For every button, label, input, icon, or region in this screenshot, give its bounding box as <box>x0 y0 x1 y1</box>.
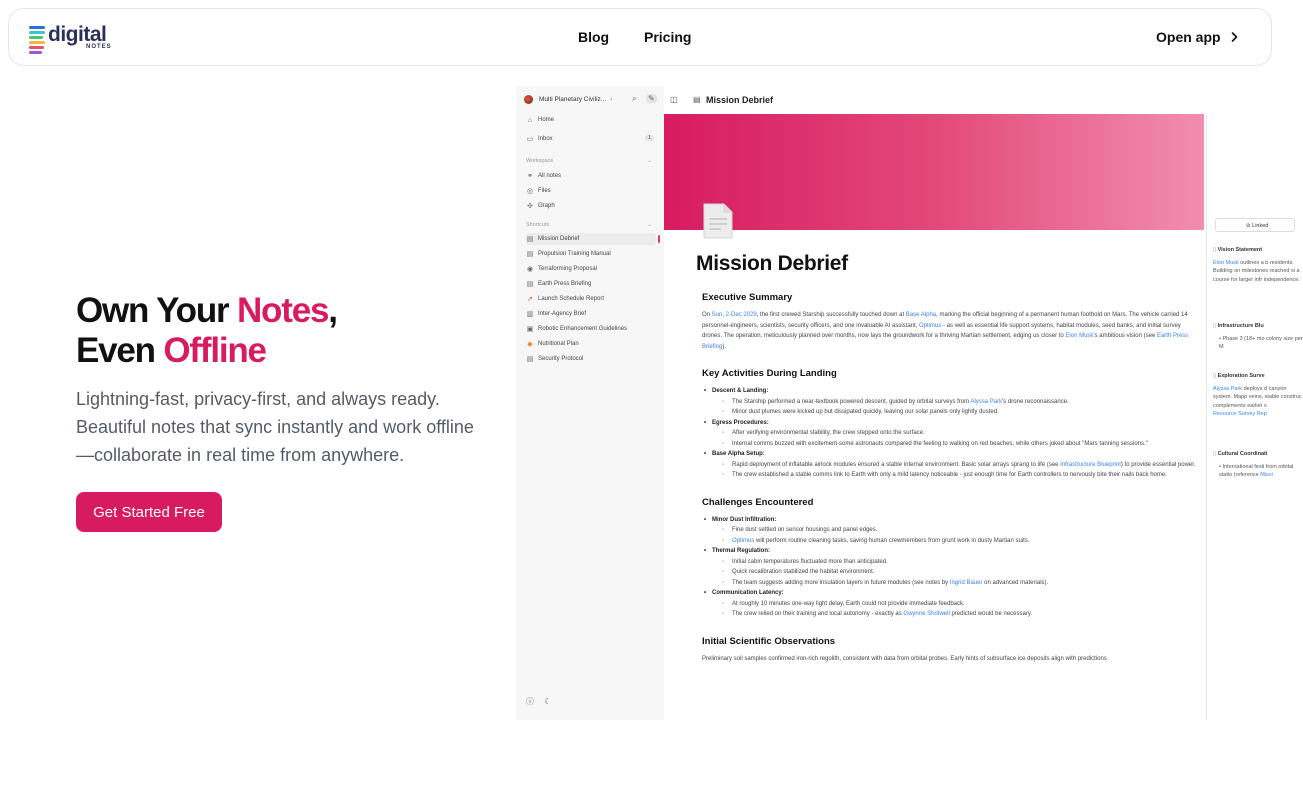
chevron-right-icon: › <box>610 96 613 103</box>
list-item: • Base Alpha Setup: <box>702 449 1196 460</box>
list-item: • Descent & Landing: <box>702 386 1196 397</box>
sidebar-item-robotic-enhancement-guidelines[interactable] <box>526 323 656 335</box>
list-item: ◦ Initial cabin temperatures fluctuated more than anticipated. <box>702 557 1196 568</box>
list-item <box>702 397 1196 408</box>
section-heading: Executive Summary <box>702 292 793 303</box>
robot-icon: ▣ <box>526 326 534 333</box>
building-icon: ▥ <box>526 311 534 318</box>
chevron-down-icon: ⌄ <box>647 222 652 228</box>
list-item: • Communication Latency: <box>702 588 1196 599</box>
home-icon: ⌂ <box>527 116 533 124</box>
get-started-button[interactable]: Get Started Free <box>76 492 222 532</box>
list-item: • Thermal Regulation: <box>702 546 1196 557</box>
note-link[interactable]: Earth Press Briefing <box>702 333 1189 350</box>
linked-note-excerpt: International festi from orbital statio (reference <box>1219 463 1294 478</box>
rocket-icon: ➚ <box>527 296 533 303</box>
inbox-icon: ▭ <box>526 136 534 143</box>
list-item <box>702 578 1196 589</box>
key-activities-section <box>702 368 1196 481</box>
inbox-count-badge: 1 <box>645 135 654 141</box>
hero-title-part: , <box>328 291 337 330</box>
workspace-section-header[interactable] <box>526 158 652 164</box>
globe-icon: ◉ <box>526 266 534 273</box>
linked-note-card[interactable]: ▯ Cultural Coordinati • International festi from orbital statio (reference Missi <box>1213 450 1303 480</box>
document-icon: ▤ <box>526 281 534 288</box>
text: , marking the official beginning of a permanent human foothold on Mars. The vehicle carried 14 personnel-engineers, scientists, security officers, and one invaluable AI assistant, <box>702 312 1188 329</box>
logo-subtext: NOTES <box>86 44 112 50</box>
text: 's ambitious vision (see <box>1093 333 1157 339</box>
sidebar-item-terraforming-proposal[interactable] <box>526 263 656 275</box>
sidebar-toggle-icon[interactable]: ◫ <box>670 95 678 104</box>
linked-note-title: ▯ Exploration Surve <box>1213 372 1303 381</box>
sidebar-item-label: Files <box>538 188 551 194</box>
logo-text: digital <box>48 23 107 46</box>
linked-note-title: ▯ Cultural Coordinati <box>1213 450 1303 459</box>
section-heading: Challenges Encountered <box>702 496 814 508</box>
sidebar-item-label: Earth Press Briefing <box>538 281 592 287</box>
section-label: Shortcuts <box>526 222 550 228</box>
list-item: ◦ At roughly 10 minutes one-way light delay, Earth could not provide immediate feedback. <box>702 599 1196 610</box>
note-link[interactable]: Optimus <box>919 322 942 329</box>
sidebar-item-inbox[interactable] <box>526 133 656 145</box>
date-link[interactable]: Sun, 2-Dec 2029 <box>711 312 757 318</box>
logo-mark-icon <box>29 26 45 54</box>
files-icon: ◎ <box>526 188 534 195</box>
list-item <box>702 536 1196 547</box>
list-item: ◦ Internal comms buzzed with excitement-some astronauts compared the feeling to walking on red beaches, while others joked about "Mars tanning sessions." <box>702 439 1196 450</box>
link-icon: ⚭ <box>527 173 533 180</box>
app-screenshot <box>516 86 1303 720</box>
text: - as well as essential life support systems, habitat modules, seed banks, and initial survey drones. The operation, meticulously planned over months, now lays the groundwork for a thriving Martian settlement, edging us closer to <box>702 322 1181 339</box>
section-label: Workspace <box>526 158 554 164</box>
page-document-icon <box>702 202 734 240</box>
logo[interactable] <box>29 24 112 52</box>
sidebar-item-label: Launch Schedule Report <box>538 296 605 302</box>
sidebar-footer <box>526 696 551 707</box>
text: The team suggests adding more insulation layers in future modules (see notes by <box>732 579 950 586</box>
dark-mode-icon[interactable]: ☾ <box>544 697 552 706</box>
sidebar-item-home[interactable] <box>526 114 656 126</box>
linked-note-title: ▯ Infrastructure Blu <box>1213 322 1303 331</box>
document-icon: ▤ <box>526 236 534 243</box>
help-icon[interactable]: ⓘ <box>526 697 534 706</box>
graph-icon: ✣ <box>527 203 533 210</box>
nav-link-pricing[interactable]: Pricing <box>644 29 692 45</box>
list-item: ◦ After verifying environmental stability, the crew stepped onto the surface. <box>702 428 1196 439</box>
text: The Starship performed a near-textbook powered descent, guided by orbital surveys from <box>732 398 971 405</box>
note-link[interactable]: Resource Survey Rep <box>1213 411 1267 417</box>
list-item: ◦ Quick recalibration stabilized the habitat environment. <box>702 567 1196 578</box>
workspace-avatar <box>524 95 533 104</box>
list-item: • Minor Dust Infiltration: <box>702 515 1196 526</box>
workspace-name: Multi Planetary Civiliz... <box>539 96 607 103</box>
food-icon: ◆ <box>527 341 533 348</box>
text: 's drone reconnaissance. <box>1002 398 1069 405</box>
paragraph <box>702 310 1196 352</box>
chevron-right-icon <box>1231 32 1238 42</box>
page-title[interactable]: Mission Debrief <box>696 252 848 275</box>
linked-note-card[interactable] <box>1213 246 1303 284</box>
list-item: • Egress Procedures: <box>702 418 1196 429</box>
sidebar-item-files[interactable] <box>526 185 656 197</box>
shortcuts-section-header[interactable] <box>526 222 652 228</box>
text: On <box>702 312 712 318</box>
workspace-switcher[interactable] <box>524 95 612 104</box>
open-app-label: Open app <box>1156 29 1221 45</box>
linked-note-card[interactable] <box>1213 372 1303 419</box>
note-link[interactable]: Base Alpha <box>905 312 937 318</box>
sidebar-item-mission-debrief[interactable] <box>526 233 656 245</box>
hero-title-accent: Notes <box>236 291 329 330</box>
text: ) to provide essential power. <box>1120 461 1196 468</box>
hero-title <box>76 291 337 371</box>
linked-note-title: ▯ Vision Statement <box>1213 246 1303 255</box>
sidebar-item-label: Nutritional Plan <box>538 341 579 347</box>
chevron-down-icon: ⌄ <box>647 158 652 164</box>
paragraph: Preliminary soil samples confirmed iron-rich regolith, consistent with data from orbital probes. Early hints of subsurface ice deposits align with predictions <box>702 655 1107 662</box>
note-link[interactable]: Ingrid Bauer <box>949 579 983 586</box>
text: will perform routine cleaning tasks, saving human crewmembers from grunt work in dusty Martian suits. <box>754 537 1030 544</box>
list-item <box>702 609 1196 620</box>
linked-note-excerpt: deploys d canyon system. Mapp veins, stable construc complements earlier s <box>1213 385 1302 409</box>
sidebar-item-label: Robotic Enhancement Guidelines <box>538 326 628 332</box>
note-link[interactable]: Gwynne Shotwell <box>903 611 950 617</box>
note-link[interactable]: Elon Musk <box>1065 333 1094 339</box>
note-link[interactable]: Infrastructure Blueprint <box>1060 461 1121 468</box>
note-link[interactable]: Alyssa Park <box>970 398 1003 405</box>
document-icon: ▤ <box>526 356 534 363</box>
text: predicted would be necessary. <box>949 611 1033 617</box>
sidebar-item-security-protocol[interactable] <box>526 353 656 365</box>
linked-tab[interactable] <box>1215 218 1295 232</box>
list-item: ◦ Minor dust plumes were kicked up but dissipated quickly, leaving our solar panels only lightly dusted. <box>702 407 1196 418</box>
sidebar-item-label: Graph <box>538 203 555 209</box>
search-icon[interactable]: ⌕ <box>632 94 637 103</box>
hero-subtitle: Lightning-fast, privacy-first, and always ready. Beautiful notes that sync instantly and work offline—collaborate in real time from anywhere. <box>76 389 474 465</box>
sidebar-item-inter-agency-brief[interactable] <box>526 308 656 320</box>
hero-title-accent: Offline <box>163 331 266 370</box>
note-link[interactable]: Elon Musk <box>1213 259 1239 266</box>
sidebar-item-all-notes[interactable] <box>526 170 656 182</box>
text: Rapid deployment of inflatable airlock modules ensured a stable internal environment. Basic solar arrays sprang to life (see <box>732 461 1061 468</box>
list-item <box>702 460 1196 471</box>
document-icon: ▤ <box>526 251 534 258</box>
linked-note-excerpt: outlines a b residents. Building on milestones reached si a course for larger infr independence. <box>1213 259 1300 283</box>
sidebar-item-label: Inter-Agency Brief <box>538 311 587 317</box>
section-heading: Key Activities During Landing <box>702 368 837 379</box>
sidebar-item-nutritional-plan[interactable] <box>526 338 656 350</box>
linked-notes-panel <box>1206 114 1303 720</box>
document-body[interactable] <box>702 292 1196 680</box>
section-heading: Initial Scientific Observations <box>702 635 836 647</box>
executive-summary-section <box>702 292 1196 352</box>
linked-note-card[interactable]: ▯ Infrastructure Blu • Phase 3 (18+ mo colony size per M <box>1213 322 1303 352</box>
new-note-icon[interactable]: ✎ <box>648 94 655 103</box>
sidebar-item-launch-schedule-report[interactable] <box>526 293 656 305</box>
sidebar-item-label: Propulsion Training Manual <box>538 251 611 257</box>
page-cover[interactable] <box>664 114 1204 230</box>
hero-title-part: Own Your <box>76 291 237 330</box>
note-link[interactable]: Missi <box>1260 472 1273 478</box>
list-item: ◦ Fine dust settled on sensor housings and panel edges. <box>702 525 1196 536</box>
bullet-list <box>702 386 1196 481</box>
sidebar-item-label: Mission Debrief <box>538 236 580 242</box>
document-icon: ▤ <box>693 95 701 104</box>
observations-section <box>702 636 1196 665</box>
breadcrumb-title: Mission Debrief <box>706 95 774 105</box>
challenges-section <box>702 497 1196 620</box>
text: ). <box>722 343 727 350</box>
text: on advanced materials). <box>982 579 1049 586</box>
link-icon: ⊘ <box>1246 223 1253 229</box>
hero-title-part: Even <box>76 331 164 370</box>
linked-tab-label: Linked <box>1252 223 1269 229</box>
sidebar-item-earth-press-briefing[interactable] <box>526 278 656 290</box>
bullet-list <box>702 515 1196 620</box>
note-link[interactable]: Alyssa Park <box>1213 385 1243 392</box>
list-item: ◦ The crew established a stable comms link to Earth with only a mild latency noticeable - just enough time for Earth controllers to nervously bite their nails back home. <box>702 470 1196 481</box>
nav-link-blog[interactable]: Blog <box>578 29 610 45</box>
sidebar-item-label: Inbox <box>538 136 553 142</box>
app-sidebar <box>516 86 664 720</box>
open-app-link[interactable] <box>1156 29 1238 45</box>
sidebar-item-label: Terraforming Proposal <box>538 266 598 272</box>
note-link[interactable]: Optimus <box>732 537 755 544</box>
linked-note-excerpt: Phase 3 (18+ mo colony size per M <box>1219 335 1303 350</box>
sidebar-item-label: All notes <box>538 173 562 179</box>
sidebar-item-propulsion-training-manual[interactable] <box>526 248 656 260</box>
text: , the first crewed Starship successfully touched down at <box>756 312 906 318</box>
sidebar-item-label: Home <box>538 117 555 123</box>
top-nav <box>8 8 1272 66</box>
sidebar-item-graph[interactable] <box>526 200 656 212</box>
sidebar-item-label: Security Protocol <box>538 356 584 362</box>
text: The crew relied on their training and local autonomy - exactly as <box>732 611 904 617</box>
